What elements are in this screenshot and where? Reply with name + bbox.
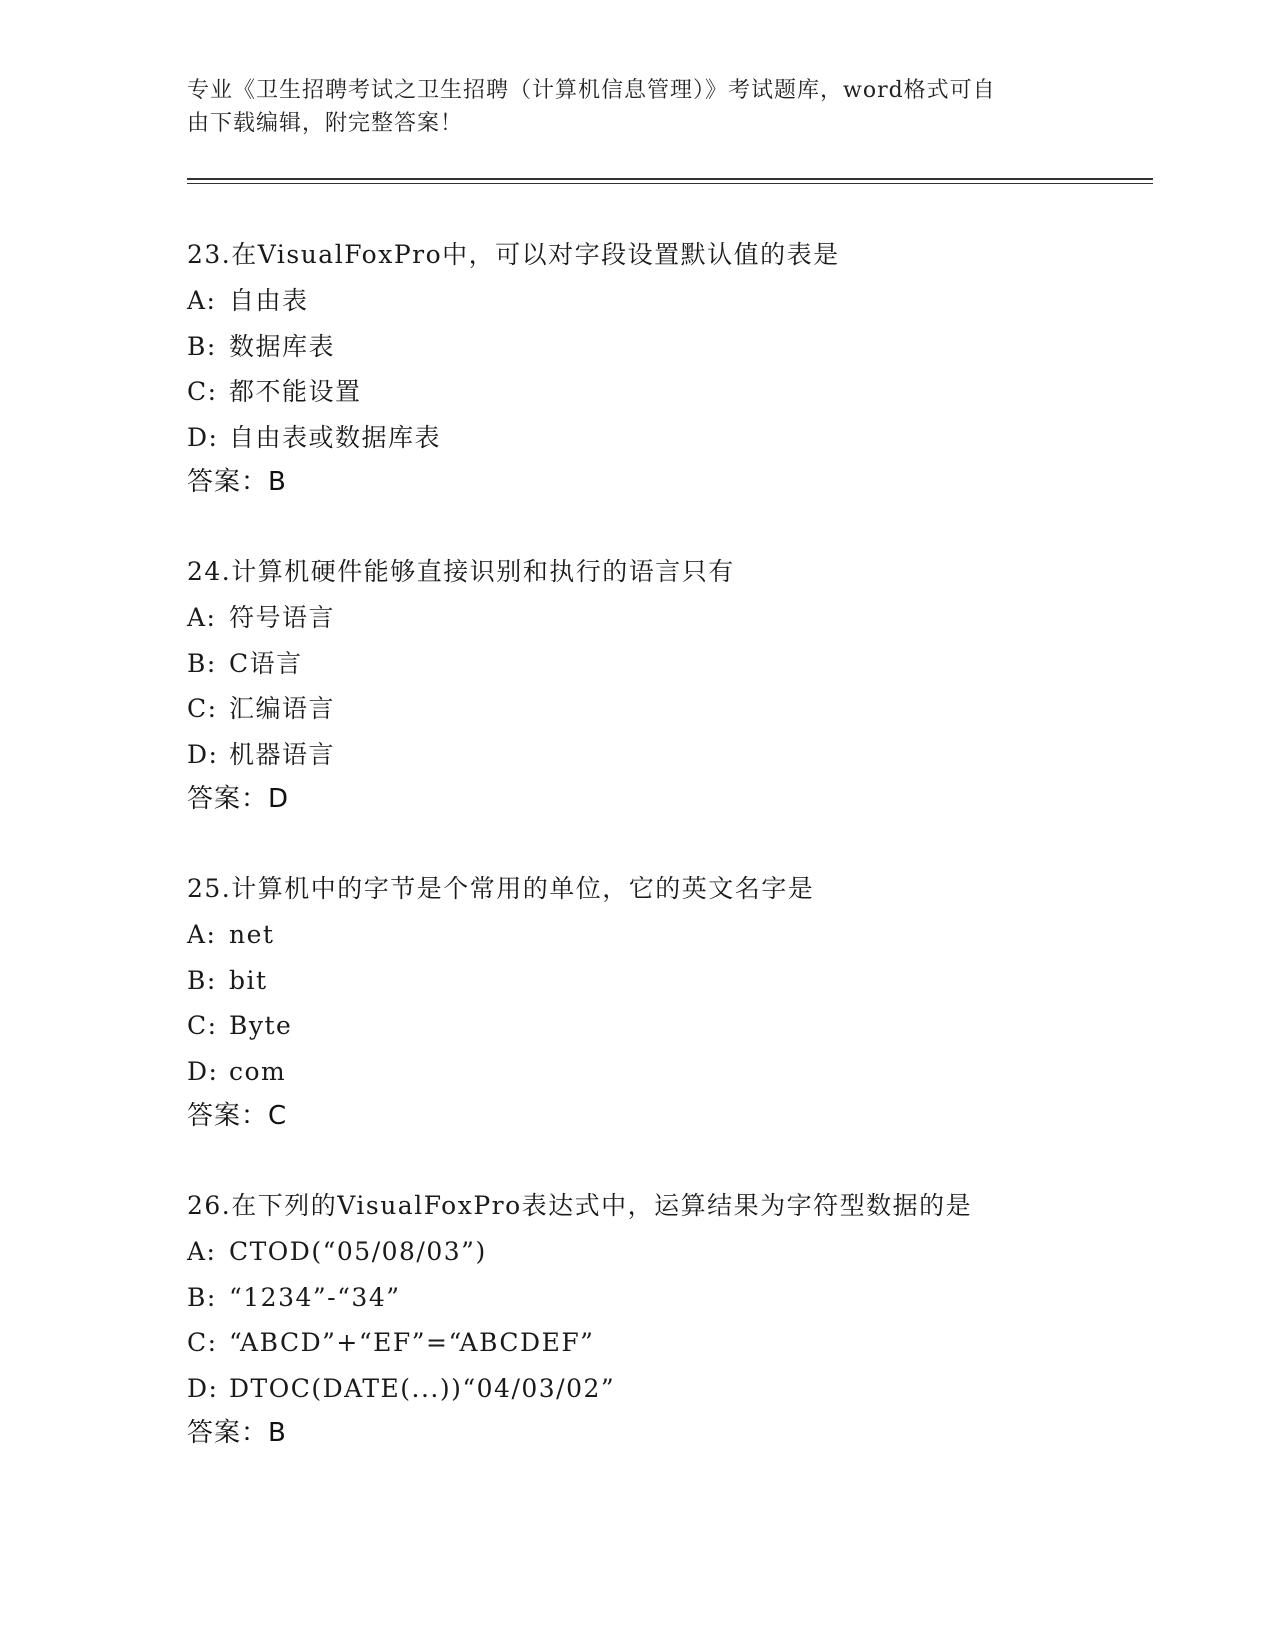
option-text: bit bbox=[229, 965, 268, 995]
option-a bbox=[187, 1229, 1137, 1275]
option-letter: B: bbox=[187, 331, 217, 361]
answer-text: 答案：B bbox=[187, 1418, 287, 1448]
option-text: com bbox=[229, 1056, 287, 1086]
question-25 bbox=[187, 866, 1137, 1139]
option-letter: D: bbox=[187, 422, 219, 452]
option-d bbox=[187, 1049, 1137, 1095]
option-b bbox=[187, 324, 1137, 370]
option-text: 汇编语言 bbox=[229, 694, 336, 723]
option-letter: B: bbox=[187, 965, 217, 995]
option-text: Byte bbox=[229, 1011, 293, 1040]
question-stem: 26.在下列的VisualFoxPro表达式中，运算结果为字符型数据的是 bbox=[187, 1191, 973, 1220]
option-text: 自由表 bbox=[229, 286, 309, 315]
option-a bbox=[187, 912, 1137, 958]
option-letter: A: bbox=[187, 286, 217, 315]
option-letter: A: bbox=[187, 920, 217, 949]
option-c bbox=[187, 369, 1137, 415]
header-line-1: 专业《卫生招聘考试之卫生招聘（计算机信息管理）》考试题库，word格式可自 bbox=[187, 78, 996, 103]
question-stem: 24.计算机硬件能够直接识别和执行的语言只有 bbox=[187, 557, 735, 586]
option-b bbox=[187, 641, 1137, 687]
option-d bbox=[187, 732, 1137, 778]
option-d bbox=[187, 415, 1137, 461]
option-letter: C: bbox=[187, 377, 218, 406]
option-text: “ABCD”+“EF”=“ABCDEF” bbox=[229, 1328, 595, 1357]
option-letter: D: bbox=[187, 739, 219, 769]
option-letter: C: bbox=[187, 1011, 218, 1040]
option-text: 都不能设置 bbox=[229, 377, 362, 406]
header-divider-thick bbox=[187, 178, 1153, 180]
option-letter: C: bbox=[187, 694, 218, 723]
option-d bbox=[187, 1366, 1137, 1412]
document-header bbox=[187, 74, 1067, 140]
question-26 bbox=[187, 1183, 1137, 1456]
option-letter: C: bbox=[187, 1328, 218, 1357]
option-c bbox=[187, 686, 1137, 732]
option-letter: D: bbox=[187, 1056, 219, 1086]
option-text: net bbox=[229, 920, 275, 949]
option-letter: A: bbox=[187, 1237, 217, 1266]
option-a bbox=[187, 278, 1137, 324]
option-text: 数据库表 bbox=[229, 331, 336, 361]
answer-text: 答案：B bbox=[187, 467, 287, 497]
option-c bbox=[187, 1003, 1137, 1049]
option-b bbox=[187, 958, 1137, 1004]
option-letter: B: bbox=[187, 648, 217, 678]
option-letter: D: bbox=[187, 1373, 219, 1403]
option-c bbox=[187, 1320, 1137, 1366]
option-letter: A: bbox=[187, 603, 217, 632]
header-divider-thin bbox=[187, 183, 1153, 184]
answer-text: 答案：D bbox=[187, 784, 290, 814]
option-text: 符号语言 bbox=[229, 603, 336, 632]
question-stem: 23.在VisualFoxPro中，可以对字段设置默认值的表是 bbox=[187, 240, 840, 269]
question-23 bbox=[187, 232, 1137, 505]
option-text: 自由表或数据库表 bbox=[229, 422, 442, 452]
option-b bbox=[187, 1275, 1137, 1321]
option-text: CTOD(“05/08/03”) bbox=[229, 1237, 487, 1266]
option-text: “1234”-“34” bbox=[229, 1282, 401, 1312]
option-text: 机器语言 bbox=[229, 739, 336, 769]
option-a bbox=[187, 595, 1137, 641]
header-line-2: 由下载编辑，附完整答案！ bbox=[187, 111, 464, 136]
question-stem: 25.计算机中的字节是个常用的单位，它的英文名字是 bbox=[187, 874, 815, 903]
question-24 bbox=[187, 549, 1137, 822]
option-text: DTOC(DATE(...))“04/03/02” bbox=[229, 1373, 616, 1403]
option-text: C语言 bbox=[229, 648, 303, 678]
option-letter: B: bbox=[187, 1282, 217, 1312]
answer-text: 答案：C bbox=[187, 1101, 288, 1131]
